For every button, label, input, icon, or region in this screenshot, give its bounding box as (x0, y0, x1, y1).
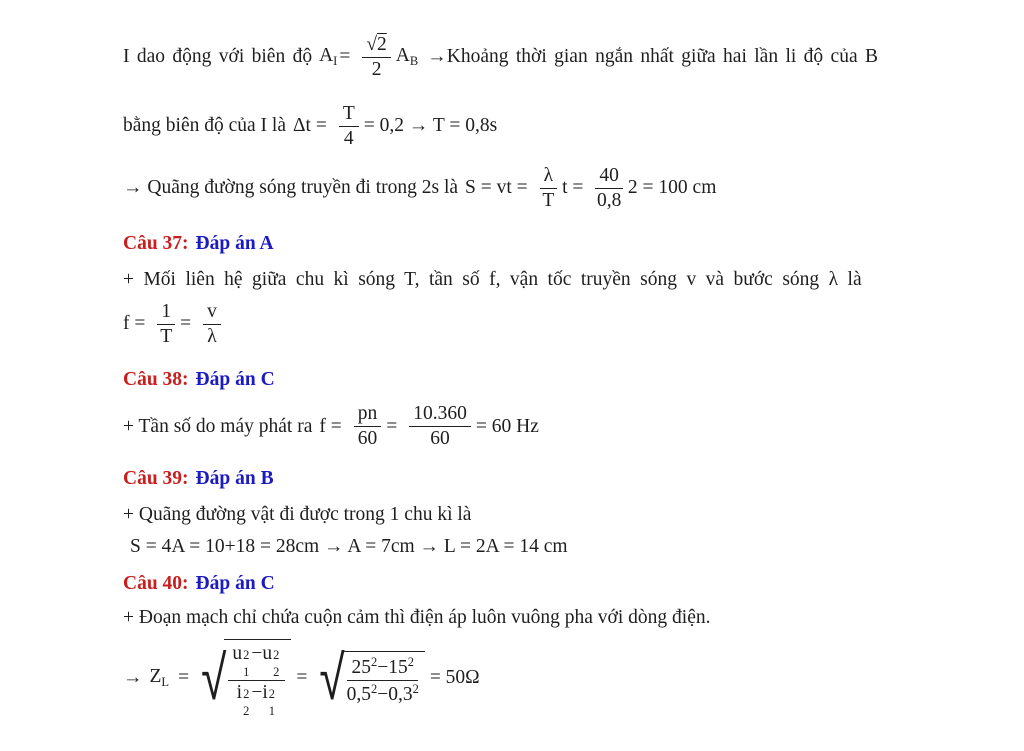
denominator: 60 (357, 428, 378, 450)
formula-q37 (123, 301, 907, 348)
solution-text-q40: + Đoạn mạch chỉ chứa cuộn cảm thì điện áp luôn vuông pha với dòng điện. (123, 606, 711, 628)
radical-sign: √ (201, 640, 227, 714)
subscript: L (161, 675, 170, 690)
text-run: = 0,2 → T = 0,8s (363, 115, 498, 136)
supsub: 2 2 (273, 647, 280, 680)
superscript: 2 (370, 654, 378, 669)
square-root-symbolic (201, 639, 291, 718)
radicand (224, 639, 291, 718)
delta-t: Δt = (292, 115, 327, 136)
denominator: 0,8 (596, 189, 622, 211)
numerator: u 2 1 −u 2 2 (228, 643, 285, 681)
result-text: = 60 Hz (475, 415, 539, 437)
question-heading-38 (123, 368, 907, 392)
numerator: T (339, 103, 359, 127)
variable-A1: $A_I$ (319, 45, 338, 68)
answer-label: Đáp án B (195, 467, 274, 489)
fraction-sqrt2-2 (362, 34, 390, 81)
supsub: 2 1 (243, 647, 250, 680)
fraction-lambda-T (540, 165, 557, 212)
solution-line-q36-1 (123, 28, 907, 86)
fraction-v-lambda (203, 301, 221, 348)
question-heading-40 (123, 572, 907, 596)
numerator: 10.360 (409, 403, 471, 427)
answer-label: Đáp án C (195, 368, 275, 390)
subscript: B (409, 54, 419, 68)
question-number: Câu 39: (123, 467, 189, 489)
denominator: i 2 2 −i 2 1 (236, 681, 275, 719)
text-run: → Quãng đường sóng truyền đi trong 2s là (123, 177, 459, 198)
text-run: I dao động với biên độ (123, 46, 313, 67)
fraction-T-4 (339, 103, 359, 150)
equals-sign: = (178, 667, 190, 689)
superscript: 2 (370, 681, 378, 696)
text-run: t = (562, 177, 584, 198)
equals-sign: = (296, 667, 308, 689)
solution-line-q36-3 (123, 160, 907, 216)
equation-lhs: S = vt = (465, 177, 528, 198)
text-run: 2 = 100 cm (627, 177, 717, 198)
denominator: $0,5^2-0,3^2$ (346, 681, 419, 705)
equals-sign: = (339, 46, 351, 67)
question-number: Câu 40: (123, 572, 189, 594)
radical-sign: √ (366, 33, 378, 55)
numerator: λ (540, 165, 557, 189)
superscript: 2 (407, 654, 414, 669)
question-number: Câu 38: (123, 368, 189, 390)
solution-text-q39: + Quãng đường vật đi được trong 1 chu kì là (123, 503, 472, 525)
formula-q40 (123, 639, 907, 718)
denominator: 2 (371, 58, 382, 80)
numerator: v (203, 301, 221, 325)
numerator: $25^2-15^2$ (347, 655, 418, 681)
fraction-40-08 (595, 165, 623, 212)
variable-AB: $A_B$ (395, 45, 419, 68)
denominator: 60 (430, 428, 450, 450)
radical-sign: √ (319, 640, 345, 714)
equation-lhs: f = (319, 415, 342, 437)
denominator: 4 (343, 127, 354, 149)
fraction-25-05 (347, 655, 419, 706)
superscript: 2 (412, 681, 419, 696)
numerator: 40 (595, 165, 623, 189)
fraction-1-T (157, 301, 175, 348)
denominator: T (542, 189, 555, 211)
numerator: 1 (157, 301, 175, 325)
arrow-icon: → (123, 667, 143, 689)
numerator: pn (354, 403, 382, 427)
fraction-10360-60 (409, 403, 471, 450)
numerator (362, 34, 390, 58)
variable-ZL: $Z_L$ (149, 666, 170, 690)
denominator: λ (207, 325, 217, 347)
text-run: + Tần số do máy phát ra (123, 415, 313, 437)
solution-text-q37: + Mối liên hệ giữa chu kì sóng T, tần số f, vận tốc truyền sóng v và bước sóng λ là (123, 269, 862, 290)
question-number: Câu 37: (123, 233, 189, 254)
equals-sign: = (180, 313, 192, 335)
radicand: 2 (377, 33, 387, 55)
equals-sign: = (386, 415, 398, 437)
supsub: 2 2 (243, 686, 250, 719)
result-text: = 50Ω (429, 667, 480, 689)
fraction-pn-60 (354, 403, 382, 450)
question-heading-39 (123, 467, 907, 491)
subscript: I (333, 54, 338, 68)
formula-q39: S = 4A = 10+18 = 28cm → A = 7cm → L = 2A = 14 cm (130, 535, 568, 557)
supsub: 2 1 (268, 686, 275, 719)
solution-line-q36-2 (123, 98, 907, 154)
radicand (343, 651, 425, 706)
denominator: T (160, 325, 173, 347)
answer-label: Đáp án A (195, 233, 274, 254)
equation-lhs: f = (123, 313, 146, 335)
solution-formula-q38 (123, 403, 907, 451)
text-run: →Khoảng thời gian ngắn nhất giữa hai lần li độ của B (427, 46, 878, 67)
answer-label: Đáp án C (195, 572, 275, 594)
square-root-numeric (319, 640, 425, 714)
question-heading-37 (123, 232, 907, 256)
fraction-u-i (228, 643, 285, 718)
text-run: bằng biên độ của I là (123, 115, 286, 136)
document-page (123, 28, 907, 718)
